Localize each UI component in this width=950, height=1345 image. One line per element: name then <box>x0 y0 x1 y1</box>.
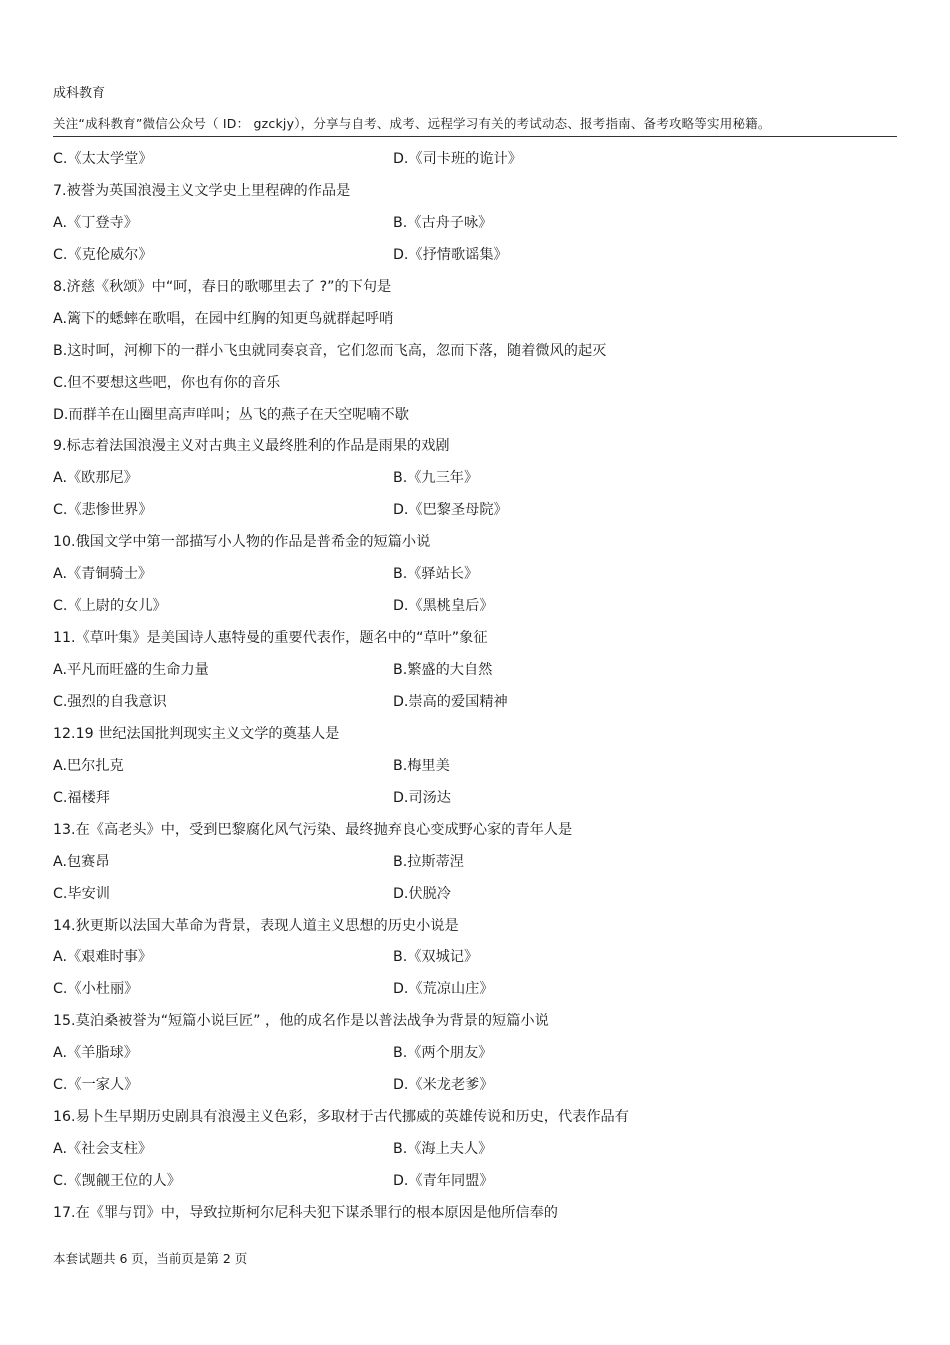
option-row <box>53 595 897 627</box>
question-text: D.而群羊在山圈里高声咩叫；丛飞的燕子在天空呢喃不歇 <box>53 406 409 423</box>
option-left: C.《悲惨世界》 <box>53 502 153 519</box>
question-line <box>53 404 897 436</box>
question-text: 12.19 世纪法国批判现实主义文学的奠基人是 <box>53 725 340 742</box>
option-left: A.包赛昂 <box>53 853 110 870</box>
question-text: 7.被誉为英国浪漫主义文学史上里程碑的作品是 <box>53 182 351 199</box>
option-left: C.《上尉的女儿》 <box>53 598 167 615</box>
option-row <box>53 563 897 595</box>
option-left: A.《青铜骑士》 <box>53 566 153 583</box>
option-row <box>53 755 897 787</box>
option-row <box>53 1042 897 1074</box>
option-left: A.《欧那尼》 <box>53 470 138 487</box>
option-row <box>53 148 897 180</box>
question-text: C.但不要想这些吧，你也有你的音乐 <box>53 374 281 391</box>
option-left: C.毕安训 <box>53 885 110 902</box>
option-row <box>53 212 897 244</box>
option-right: D.崇高的爱国精神 <box>393 693 508 710</box>
option-left: C.强烈的自我意识 <box>53 693 167 710</box>
option-right: D.司汤达 <box>393 789 451 806</box>
question-line <box>53 531 897 563</box>
option-left: C.《克伦威尔》 <box>53 246 153 263</box>
option-row <box>53 883 897 915</box>
option-row <box>53 946 897 978</box>
option-row <box>53 467 897 499</box>
question-line <box>53 819 897 851</box>
option-left: C.《觊觎王位的人》 <box>53 1173 181 1189</box>
question-text: 14.狄更斯以法国大革命为背景，表现人道主义思想的历史小说是 <box>53 917 459 934</box>
question-text: 17.在《罪与罚》中，导致拉斯柯尔尼科夫犯下谋杀罪行的根本原因是他所信奉的 <box>53 1204 558 1221</box>
option-row <box>53 787 897 819</box>
question-text: 8.济慈《秋颂》中“呵，春日的歌哪里去了 ?”的下句是 <box>53 278 392 295</box>
option-row <box>53 1074 897 1106</box>
option-right: D.《青年同盟》 <box>393 1173 494 1189</box>
page-footer: 本套试题共 6 页，当前页是第 2 页 <box>53 1251 248 1266</box>
option-left: A.平凡而旺盛的生命力量 <box>53 662 209 678</box>
option-row <box>53 659 897 691</box>
option-left: A.《社会支柱》 <box>53 1141 153 1158</box>
question-line <box>53 1010 897 1042</box>
option-row <box>53 978 897 1010</box>
question-text: A.篱下的蟋蟀在歌唱，在园中红胸的知更鸟就群起呼哨 <box>53 310 394 327</box>
question-text: 13.在《高老头》中，受到巴黎腐化风气污染、最终抛弃良心变成野心家的青年人是 <box>53 821 573 838</box>
question-text: 11.《草叶集》是美国诗人惠特曼的重要代表作，题名中的“草叶”象征 <box>53 630 488 647</box>
option-right: B.《海上夫人》 <box>393 1141 493 1158</box>
option-left: C.《一家人》 <box>53 1077 139 1094</box>
option-right: B.《古舟子咏》 <box>393 214 493 231</box>
question-text: B.这时呵，河柳下的一群小飞虫就同奏哀音，它们忽而飞高，忽而下落，随着微风的起灭 <box>53 342 607 359</box>
question-line <box>53 723 897 755</box>
organization-name: 成科教育 <box>53 86 106 101</box>
option-right: D.《荒凉山庄》 <box>393 981 494 998</box>
option-left: A.《丁登寺》 <box>53 214 138 231</box>
option-left: C.福楼拜 <box>53 789 110 806</box>
option-left: C.《小杜丽》 <box>53 981 139 998</box>
question-line <box>53 340 897 372</box>
option-row <box>53 851 897 883</box>
question-line <box>53 1106 897 1138</box>
option-left: A.《艰难时事》 <box>53 949 153 966</box>
option-row <box>53 244 897 276</box>
option-row <box>53 499 897 531</box>
option-right: D.《黑桃皇后》 <box>393 598 494 615</box>
option-right: B.《驿站长》 <box>393 566 479 583</box>
question-line <box>53 915 897 947</box>
question-line <box>53 1202 897 1234</box>
option-right: B.《两个朋友》 <box>393 1045 493 1062</box>
option-row <box>53 1138 897 1170</box>
question-text: 15.莫泊桑被誉为“短篇小说巨匠” ，他的成名作是以普法战争为背景的短篇小说 <box>53 1013 549 1030</box>
question-line <box>53 276 897 308</box>
option-right: D.《巴黎圣母院》 <box>393 502 508 519</box>
question-text: 16.易卜生早期历史剧具有浪漫主义色彩，多取材于古代挪威的英雄传说和历史，代表作品有 <box>53 1109 629 1126</box>
option-right: B.梅里美 <box>393 757 450 774</box>
header-divider <box>53 136 897 137</box>
question-line <box>53 627 897 659</box>
question-text: 9.标志着法国浪漫主义对古典主义最终胜利的作品是雨果的戏剧 <box>53 438 450 455</box>
option-left: C.《太太学堂》 <box>53 151 153 167</box>
option-row <box>53 1170 897 1202</box>
question-line <box>53 435 897 467</box>
option-right: D.《抒情歌谣集》 <box>393 246 508 263</box>
question-line <box>53 372 897 404</box>
option-right: B.《双城记》 <box>393 949 479 966</box>
question-text: 10.俄国文学中第一部描写小人物的作品是普希金的短篇小说 <box>53 534 431 551</box>
option-right: D.伏脱冷 <box>393 885 451 902</box>
option-right: B.拉斯蒂涅 <box>393 853 464 870</box>
exam-content <box>53 148 897 1234</box>
option-right: D.《米龙老爹》 <box>393 1077 494 1094</box>
option-left: A.《羊脂球》 <box>53 1045 138 1062</box>
question-line <box>53 180 897 212</box>
option-left: A.巴尔扎克 <box>53 757 124 774</box>
option-right: D.《司卡班的诡计》 <box>393 151 522 167</box>
option-row <box>53 691 897 723</box>
wechat-notice: 关注“成科教育”微信公众号（ ID： gzckjy），分享与自考、成考、远程学习有关的考试动态、报考指南、备考攻略等实用秘籍。 <box>53 116 771 131</box>
question-line <box>53 308 897 340</box>
option-right: B.《九三年》 <box>393 470 479 487</box>
option-right: B.繁盛的大自然 <box>393 662 493 678</box>
